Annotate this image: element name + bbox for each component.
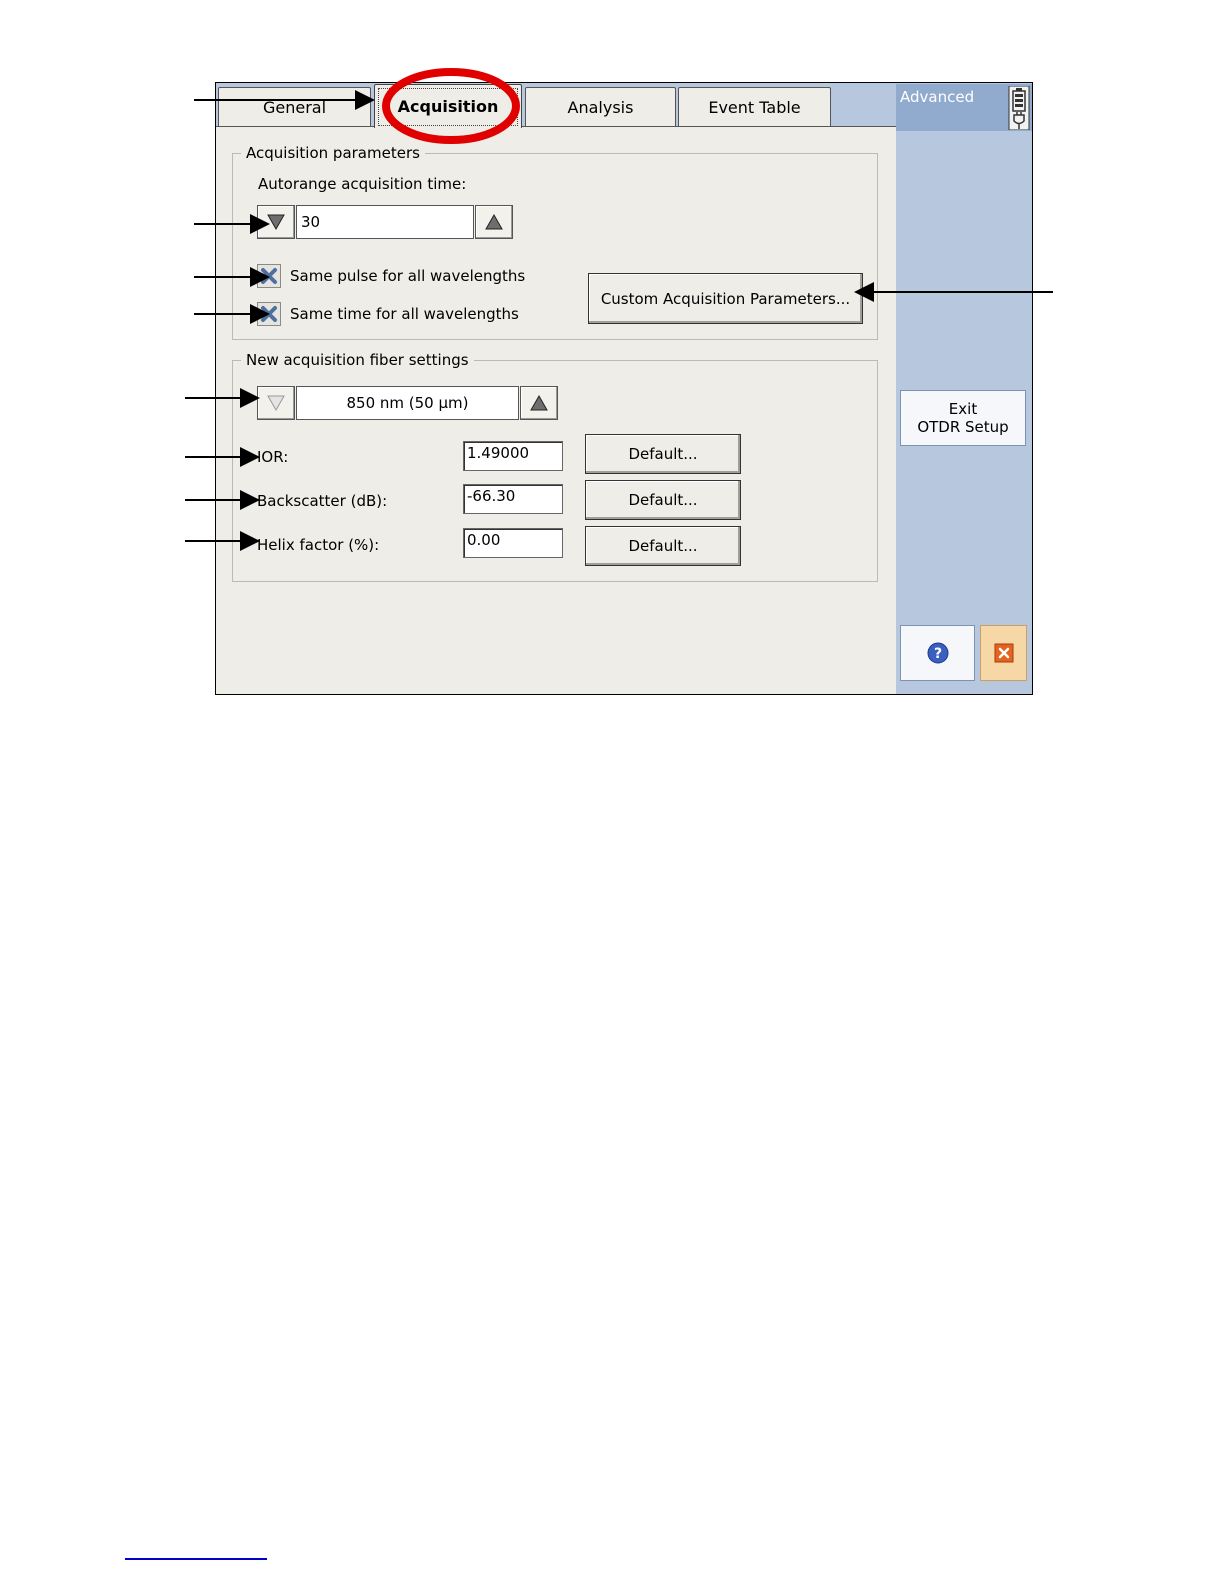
ior-label: IOR: [257,448,289,466]
battery-power-icon [1008,86,1030,130]
helix-factor-field[interactable]: 0.00 [463,528,563,558]
autorange-decrement-button[interactable] [257,205,295,239]
help-question-icon [927,642,949,664]
helix-factor-default-button[interactable]: Default... [585,526,741,566]
wavelength-field[interactable]: 850 nm (50 µm) [296,386,519,420]
ior-field[interactable]: 1.49000 [463,441,563,471]
backscatter-label: Backscatter (dB): [257,492,388,510]
same-pulse-checkbox[interactable] [257,264,281,288]
acquisition-parameters-legend: Acquisition parameters [241,144,425,162]
svg-text:?: ? [933,646,942,662]
same-pulse-label: Same pulse for all wavelengths [290,267,526,285]
fiber-settings-legend: New acquisition fiber settings [241,351,474,369]
autorange-time-field[interactable]: 30 [296,205,474,239]
exit-label-line2: OTDR Setup [917,418,1009,436]
tab-general-label: General [262,98,327,117]
close-icon [994,643,1014,663]
tab-general[interactable] [218,87,371,127]
tab-analysis-label: Analysis [567,98,634,117]
autorange-increment-button[interactable] [475,205,513,239]
same-time-label: Same time for all wavelengths [290,305,519,323]
triangle-up-icon [485,214,503,230]
sidebar-header [896,84,1032,131]
tab-analysis[interactable] [525,87,676,127]
tab-event-table[interactable] [678,87,831,127]
footnote-separator [125,1558,267,1560]
same-time-checkbox[interactable] [257,302,281,326]
close-button[interactable] [980,625,1027,681]
custom-acquisition-parameters-button[interactable]: Custom Acquisition Parameters... [588,273,863,324]
wavelength-decrement-button[interactable] [257,386,295,420]
help-button[interactable] [900,625,975,681]
wavelength-increment-button[interactable] [520,386,558,420]
exit-label-line1: Exit [948,400,978,418]
sidebar-title: Advanced [900,88,975,106]
tab-acquisition[interactable] [374,84,522,128]
check-x-icon [260,305,278,323]
triangle-down-icon [267,395,285,411]
acquisition-panel [216,126,896,694]
autorange-label: Autorange acquisition time: [258,175,467,193]
triangle-down-icon [267,214,285,230]
backscatter-field[interactable]: -66.30 [463,484,563,514]
triangle-up-icon [530,395,548,411]
check-x-icon [260,267,278,285]
ior-default-button[interactable]: Default... [585,434,741,474]
tab-event-table-label: Event Table [708,98,801,117]
backscatter-default-button[interactable]: Default... [585,480,741,520]
helix-factor-label: Helix factor (%): [257,536,380,554]
tab-acquisition-label: Acquisition [397,97,499,116]
exit-otdr-setup-button[interactable] [900,390,1026,446]
